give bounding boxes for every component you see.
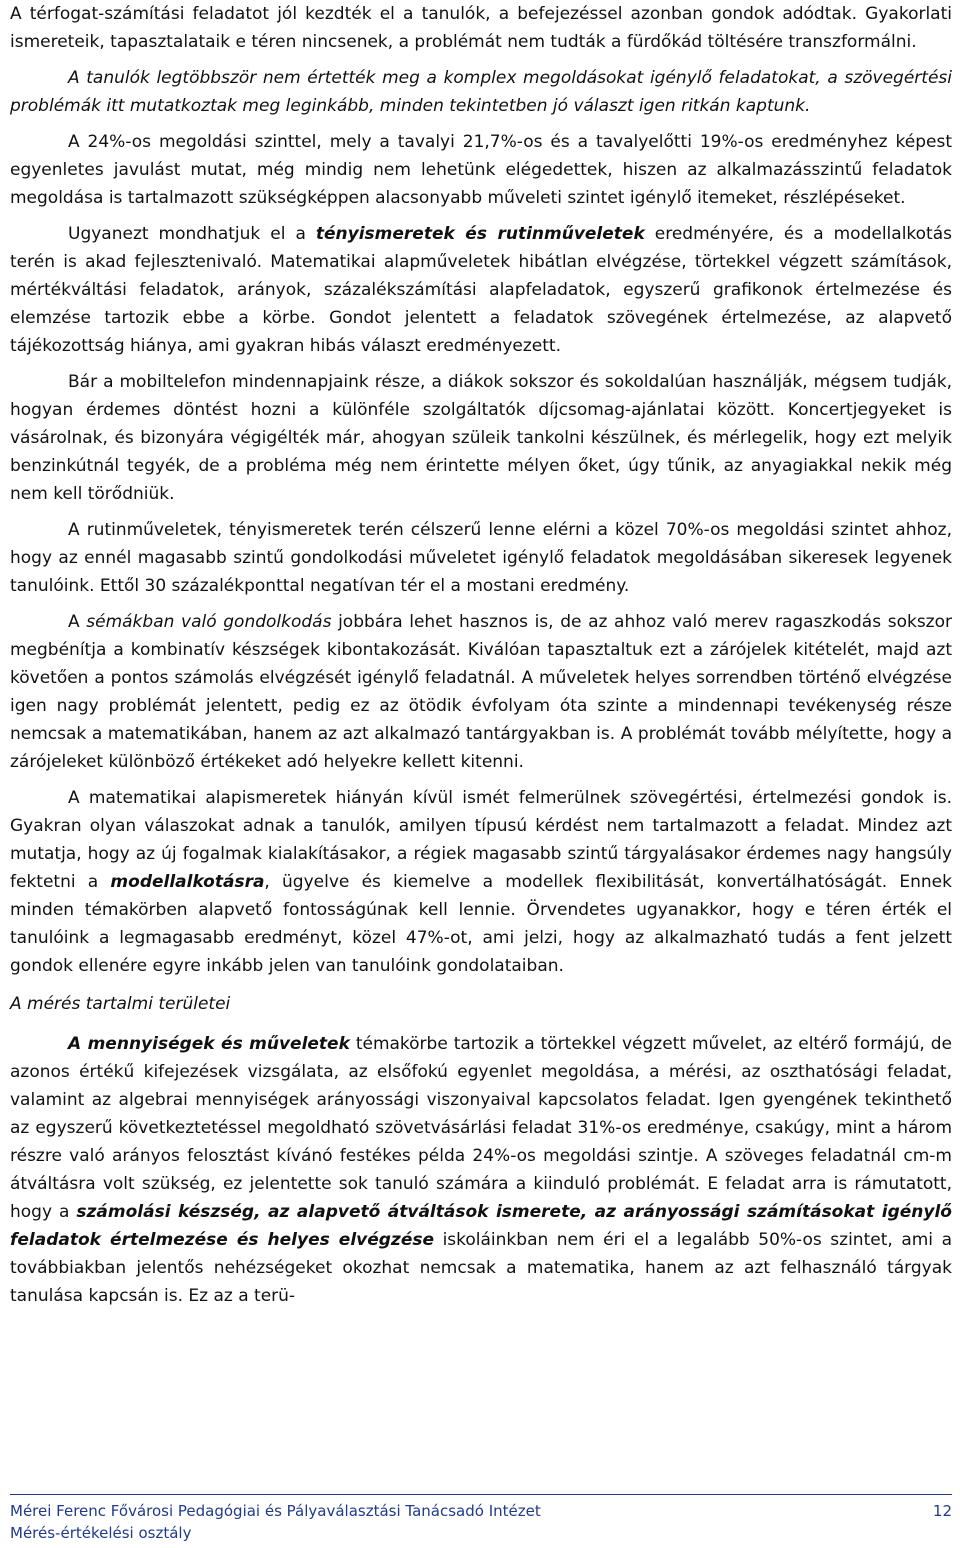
section-heading: A mérés tartalmi területei — [10, 994, 231, 1014]
emphasis-semak: sémákban való gondolkodás — [86, 612, 332, 632]
paragraph-6: A rutinműveletek, tényismeretek terén célszerű lenne elérni a közel 70%-os megoldási szintet ahhoz, hogy az ennél magasabb szintű gondolkodási műveletet igénylő feladatok megoldásában sikeresek legyenek tanulóink. Ettől 30 százalékponttal negatívan tér el a mostani eredmény. — [10, 520, 952, 596]
paragraph-8: A matematikai alapismeretek hiányán kívül ismét felmerülnek szövegértési, értelmezési gondok is. Gyakran olyan válaszokat adnak a tanulók, amilyen típusú kérdést nem tartalmazott a feladat. Mindez azt mutatja, hogy az új fogalmak kialakításakor, a régiek magasabb szintű tárgyalásakor érdemes nagy hangsúly fektetni a modellalkotásra, ügyelve és kiemelve a modellek flexibilitását, konvertálhatóságát. Ennek minden témakörben alapvető fontosságúnak kell lennie. Örvendetes ugyanakkor, hogy e téren érték el tanulóink a legmagasabb eredményt, közel 47%-ot, ami jelzi, hogy az alkalmazható tudás a fent jelzett gondok ellenére egyre inkább jelen van tanulóink gondolataiban. — [10, 788, 952, 976]
page-footer — [10, 1500, 952, 1544]
paragraph-2: A tanulók legtöbbször nem értették meg a komplex megoldásokat igénylő feladatokat, a szövegértési problémák itt mutatkoztak meg leginkább, minden tekintetben jó választ igen ritkán kaptunk. — [10, 68, 952, 116]
document-body — [10, 0, 952, 1318]
footer-divider — [10, 1494, 952, 1495]
paragraph-4: Ugyanezt mondhatjuk el a tényismeretek és rutinműveletek eredményére, és a modellalkotás terén is akad fejlesztenivaló. Matematikai alapműveletek hibátlan elvégzése, törtekkel végzett számítások, mértékváltási feladatok, arányok, százalékszámítási alapfeladatok, egyszerű grafikonok értelmezése és elemzése tartozik ebbe a körbe. Gondot jelentett a feladatok szövegének értelmezése, az alapvető tájékozottság hiánya, ami gyakran hibás választ eredményezett. — [10, 224, 953, 356]
emphasis-szamolasi-keszseg: számolási készség, az alapvető átváltások ismerete, az arányossági számításokat igénylő feladatok értelmezése és helyes elvégzése — [10, 1202, 952, 1250]
page-number: 12 — [932, 1502, 952, 1520]
paragraph-5: Bár a mobiltelefon mindennapjaink része, a diákok sokszor és sokoldalúan használják, mégsem tudják, hogyan érdemes döntést hozni a különféle szolgáltatók díjcsomag-ajánlatai között. Koncertjegyeket is vásárolnak, és bizonyára végigélték már, ahogyan szüleik tankolni készülnek, és mérlegelik, hogy ezt melyik benzinkútnál tegyék, de a probléma még nem érintette mélyen őket, úgy tűnik, az anyagiakkal nekik még nem kell törődniük. — [10, 372, 952, 504]
footer-department: Mérés-értékelési osztály — [10, 1524, 192, 1542]
emphasis-tenyismeretek: tényismeretek és rutinműveletek — [315, 224, 645, 244]
emphasis-mennyisegek: A mennyiségek és műveletek — [68, 1034, 350, 1054]
footer-institute: Mérei Ferenc Fővárosi Pedagógiai és Pályaválasztási Tanácsadó Intézet — [10, 1502, 541, 1520]
paragraph-7: A sémákban való gondolkodás jobbára lehet hasznos is, de az ahhoz való merev ragaszkodás sokszor megbénítja a kombinatív készségek kibontakozását. Kiválóan tapasztaltuk ezt a zárójelek kitételét, majd azt követően a pontos számolás elvégzését igénylő feladatnál. A műveletek helyes sorrendben történő elvégzése igen nagy problémát jelentett, pedig ez az ötödik évfolyam óta szinte a mindennapi tevékenység része nemcsak a matematikában, hanem az azt alkalmazó tantárgyakban is. A problémát tovább mélyítette, hogy a zárójeleket különböző értékeket adó helyekre kellett kitenni. — [10, 612, 952, 772]
paragraph-1: A térfogat-számítási feladatot jól kezdték el a tanulók, a befejezéssel azonban gondok adódtak. Gyakorlati ismereteik, tapasztalataik e téren nincsenek, a problémát nem tudták a fürdőkád töltésére transzformálni. — [10, 4, 952, 52]
paragraph-9: A mennyiségek és műveletek témakörbe tartozik a törtekkel végzett művelet, az eltérő formájú, de azonos értékű kifejezések vizsgálata, az elsőfokú egyenlet megoldása, a mérési, az oszthatósági feladat, valamint az algebrai mennyiségek arányossági viszonyaival kapcsolatos feladat. Igen gyengének tekinthető az egyszerű következtetéssel megoldható szövetvásárlási feladat 31%-os eredménye, csakúgy, mint a három részre való arányos felosztást kívánó festékes példa 24%-os megoldási szintje. A szöveges feladatnál cm-m átváltásra volt szükség, ez jelentette sok tanuló számára a kiinduló problémát. E feladat arra is rámutatott, hogy a számolási készség, az alapvető átváltások ismerete, az arányossági számításokat igénylő feladatok értelmezése és helyes elvégzése iskoláinkban nem éri el a legalább 50%-os szintet, ami a továbbiakban jelentős nehézségeket okozhat nemcsak a matematika, hanem az azt felhasználó tárgyak tanulása kapcsán is. Ez az a terü- — [10, 1034, 952, 1306]
emphasis-modellalkotas: modellalkotásra — [110, 872, 265, 892]
paragraph-3: A 24%-os megoldási szinttel, mely a tavalyi 21,7%-os és a tavalyelőtti 19%-os eredményhez képest egyenletes javulást mutat, még mindig nem lehetünk elégedettek, hiszen az alkalmazásszintű feladatok megoldása is tartalmazott szükségképpen alacsonyabb műveleti szintet igénylő itemeket, részlépéseket. — [10, 132, 952, 208]
